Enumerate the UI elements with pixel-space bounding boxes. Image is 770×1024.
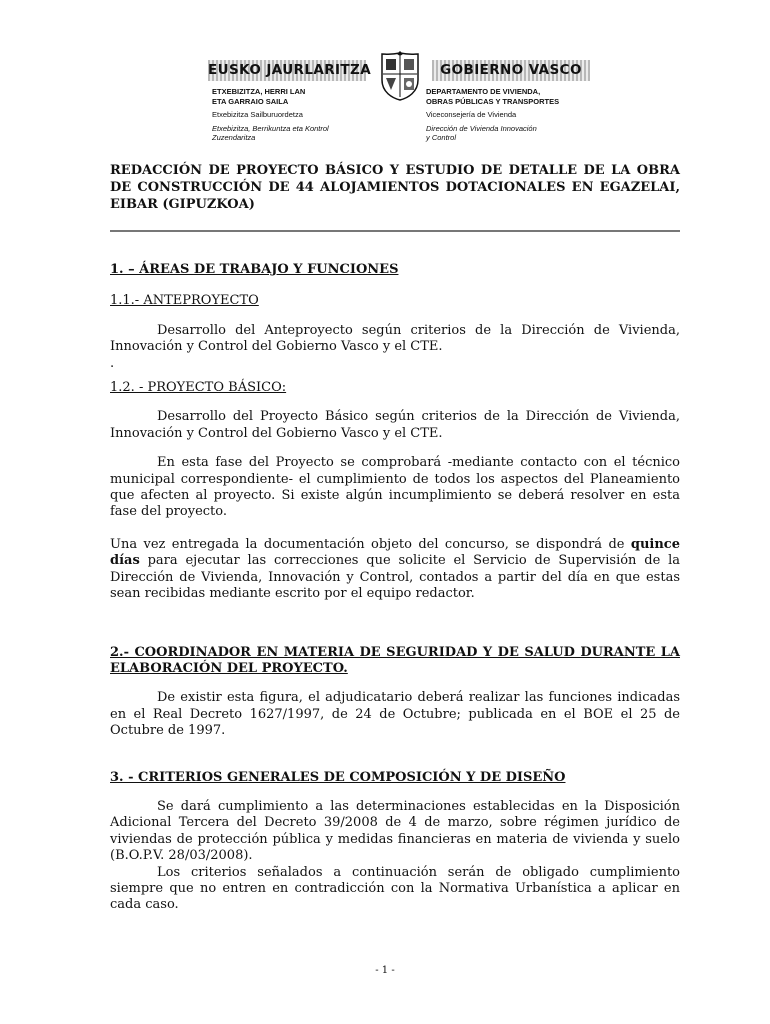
- section-1-heading: 1. – ÁREAS DE TRABAJO Y FUNCIONES: [110, 262, 399, 277]
- section-3-heading: 3. - CRITERIOS GENERALES DE COMPOSICIÓN Y DE DISEÑO: [110, 769, 566, 785]
- spanish-unit-line2: y Control: [426, 133, 457, 143]
- section-1-2-paragraph-2: En esta fase del Proyecto se comprobará -mediante contacto con el técnico municipal correspondiente- el cumplimiento de todos los aspectos del Planeamiento que afecten al proyecto. Si existe algún incumplimiento se deberá resolver en esta fase del proyecto.: [110, 455, 680, 520]
- basque-department-line2: ETA GARRAIO SAILA: [212, 96, 289, 106]
- section-1-2-paragraph-3-start: Una vez entregada la documentación objeto del concurso, se dispondrá de: [110, 536, 625, 552]
- section-1-2-paragraph-3: [110, 537, 680, 603]
- section-1-2-paragraph-3-end: para ejecutar las correcciones que solicite el Servicio de Supervisión de la Dirección de Vivienda, Innovación y Control, contados a partir del día en que estas sean recibidas mediante escrito por el equipo redactor.: [110, 553, 680, 602]
- section-1-1-dot: .: [110, 355, 115, 371]
- basque-unit-line1: Etxebizitza, Berrikuntza eta Kontrol: [212, 123, 329, 133]
- document-body: [110, 262, 680, 914]
- section-1-1-heading: 1.1.- ANTEPROYECTO: [110, 293, 259, 309]
- coat-of-arms-icon: [376, 50, 424, 102]
- section-3-paragraph-1: Se dará cumplimiento a las determinaciones establecidas en la Disposición Adicional Tercera del Decreto 39/2008 de 4 de marzo, sobre régimen jurídico de viviendas de protección pública y medidas financieras en materia de vivienda y suelo (B.O.P.V. 28/03/2008).: [110, 798, 680, 864]
- section-1-1-paragraph: Desarrollo del Anteproyecto según criterios de la Dirección de Vivienda, Innovación y Control del Gobierno Vasco y el CTE.: [110, 322, 680, 355]
- spanish-department-line1: DEPARTAMENTO DE VIVIENDA,: [426, 87, 541, 96]
- section-3-paragraph-2: Los criterios señalados a continuación serán de obligado cumplimiento siempre que no entren en contradicción con la Normativa Urbanística a aplicar en cada caso.: [110, 864, 680, 913]
- spanish-unit-line1: Dirección de Vivienda Innovación: [426, 123, 537, 133]
- page-number: - 1 -: [375, 965, 395, 976]
- letterhead-spanish-column: [426, 87, 601, 143]
- basque-unit-line2: Zuzendaritza: [212, 133, 256, 143]
- title-divider: [110, 230, 680, 232]
- document-title: REDACCIÓN DE PROYECTO BÁSICO Y ESTUDIO DE DETALLE DE LA OBRA DE CONSTRUCCIÓN DE 44 ALOJAMIENTOS DOTACIONALES EN EGAZELAI, EIBAR (GIPUZKOA): [110, 163, 680, 212]
- eusko-jaurlaritza-banner: EUSKO JAURLARITZA: [208, 60, 366, 81]
- letterhead: [0, 0, 770, 150]
- section-2-heading: 2.- COORDINADOR EN MATERIA DE SEGURIDAD Y DE SALUD DURANTE LA ELABORACIÓN DEL PROYECTO.: [110, 644, 680, 676]
- section-1-2-paragraph-1: Desarrollo del Proyecto Básico según criterios de la Dirección de Vivienda, Innovación y Control del Gobierno Vasco y el CTE.: [110, 409, 680, 441]
- basque-department-line1: ETXEBIZITZA, HERRI LAN: [212, 87, 306, 96]
- section-1-2-heading: 1.2. - PROYECTO BÁSICO:: [110, 380, 287, 396]
- basque-office: Etxebizitza Sailburuordetza: [212, 110, 303, 120]
- spanish-department-line2: OBRAS PÚBLICAS Y TRANSPORTES: [426, 96, 560, 106]
- spanish-office: Viceconsejería de Vivienda: [426, 110, 517, 120]
- gobierno-vasco-banner: GOBIERNO VASCO: [432, 60, 590, 81]
- section-2-paragraph: De existir esta figura, el adjudicatario deberá realizar las funciones indicadas en el Real Decreto 1627/1997, de 24 de Octubre; publicada en el BOE el 25 de Octubre de 1997.: [110, 690, 680, 739]
- deadline-emphasis: quince días: [110, 536, 680, 569]
- document-title-block: [110, 162, 680, 213]
- letterhead-basque-column: [212, 87, 372, 143]
